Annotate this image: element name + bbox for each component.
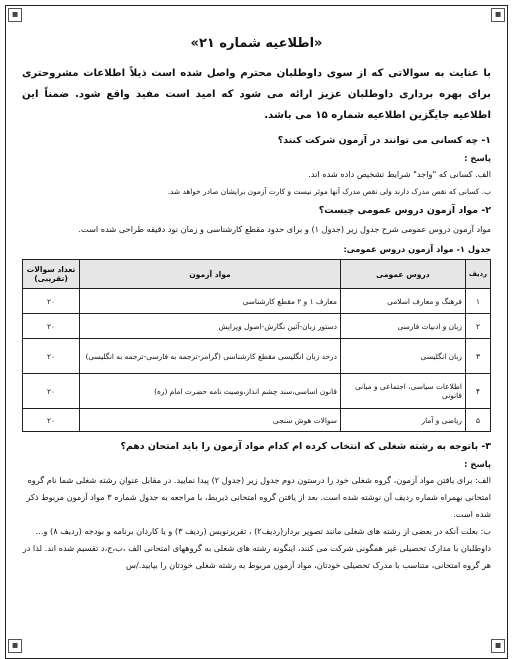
corner-ornament: ▪ [491,8,505,22]
row-number: ۳ [465,339,490,374]
question-3: ۳- باتوجه به رشته شغلی که انتخاب کرده ام کدام مواد آزمون را باید امتحان دهم؟ [120,441,491,452]
intro-paragraph: با عنایت به سوالاتی که از سوی داوطلبان محترم واصل شده است ذیلاً اطلاعات مشروحتری برای بهره برداری داوطلبان عزیز ارائه می شود که امید است مفید واقع شود. ضمناً این اطلاعیه جایگزین اطلاعیه شماره ۱۵ می باشد. [22,68,491,121]
table-row [23,409,491,432]
corner-ornament: ▪ [8,8,22,22]
table-row [23,374,491,409]
row-number: ۵ [465,409,490,432]
row-number: ۴ [465,374,490,409]
material-cell: سوالات هوش سنجی [80,409,341,432]
course-cell: اطلاعات سیاسی، اجتماعی و مبانی قانونی [340,374,465,409]
answer-2: مواد آزمون دروس عمومی شرح جدول زیر (جدول ۱) و برای حدود مقطع کارشناسی و زمان نود دقیقه طراحی شده است. [78,224,491,234]
count-cell: ۲۰ [23,409,80,432]
table-header-row [23,260,491,289]
material-cell: دستور زبان-آئین نگارش-اصول ویرایش [80,314,341,339]
count-cell: ۲۰ [23,289,80,314]
answer-label-1: پاسخ : [464,153,491,163]
header-row-number: ردیف [465,260,490,289]
answer-1-b: ب. کسانی که نقص مدرک دارند ولی نقص مدرک آنها موثر نیست و کارت آزمون برایشان صادر خواهد شد. [167,187,491,196]
course-cell: زبان و ادبیات فارسی [340,314,465,339]
material-cell: درحد زبان انگلیسی مقطع کارشناسی (گرامر-ترجمه به فارسی-ترجمه به انگلیسی) [80,339,341,374]
material-cell: معارف ۱ و ۲ مقطع کارشناسی [80,289,341,314]
question-1: ۱- چه کسانی می توانند در آزمون شرکت کنند؟ [277,135,491,146]
count-cell: ۲۰ [23,339,80,374]
table-row [23,339,491,374]
announcement-title: «اطلاعیه شماره ۲۱» [190,36,323,51]
general-subjects-table [22,259,491,432]
course-cell: ریاضی و آمار [340,409,465,432]
announcement-body [22,36,491,574]
answer-3-a: الف: برای یافتن مواد آزمون، گروه شغلی خود را درستون دوم جدول زیر (جدول ۲) پیدا نمایید. در مقابل عنوان رشته شغلی شما نام گروه امتحانی بهمراه شماره ردیف آن نوشته شده است. بعد از یافتن گروه امتحانی ذیربط، با مراجعه به جدول شماره ۳ مواد آزمون مربوط ذکر شده است. [26,475,491,519]
header-exam-material: مواد آزمون [80,260,341,289]
table-caption: جدول ۱- مواد آزمون دروس عمومی: [343,244,491,254]
row-number: ۲ [465,314,490,339]
header-question-count: تعداد سوالات (تقریبی) [23,260,80,289]
row-number: ۱ [465,289,490,314]
course-cell: فرهنگ و معارف اسلامی [340,289,465,314]
answer-3-b: ب: بعلت آنکه در بعضی از رشته های شغلی مانند تصویر بردار(ردیف۲) ، تقریرنویس (ردیف ۳) و یا کاردان برنامه و بودجه (ردیف ۸) و... داوطلبان با مدارک تحصیلی غیر همگونی شرکت می کنند، اینگونه رشته های شغلی به گروههای امتحانی الف ،ب،ج،د تقسیم شده اند. لذا در هر گروه امتحانی، متناسب با مدرک تحصیلی خودتان، مواد آزمون مربوط به رشته شغلی خودتان را بیابید./س [22,526,491,570]
table-row [23,314,491,339]
corner-ornament: ▪ [491,639,505,653]
course-cell: زبان انگلیسی [340,339,465,374]
table-row [23,289,491,314]
count-cell: ۲۰ [23,314,80,339]
question-2: ۲- مواد آزمون دروس عمومی چیست؟ [318,205,491,216]
answer-1-a: الف. کسانی که "واجد" شرایط تشخیص داده شده اند. [308,169,491,179]
material-cell: قانون اساسی،سند چشم انداز،وصیت نامه حضرت امام (ره) [80,374,341,409]
answer-label-3: پاسخ : [464,459,491,469]
header-general-course: دروس عمومی [340,260,465,289]
corner-ornament: ▪ [8,639,22,653]
count-cell: ۲۰ [23,374,80,409]
